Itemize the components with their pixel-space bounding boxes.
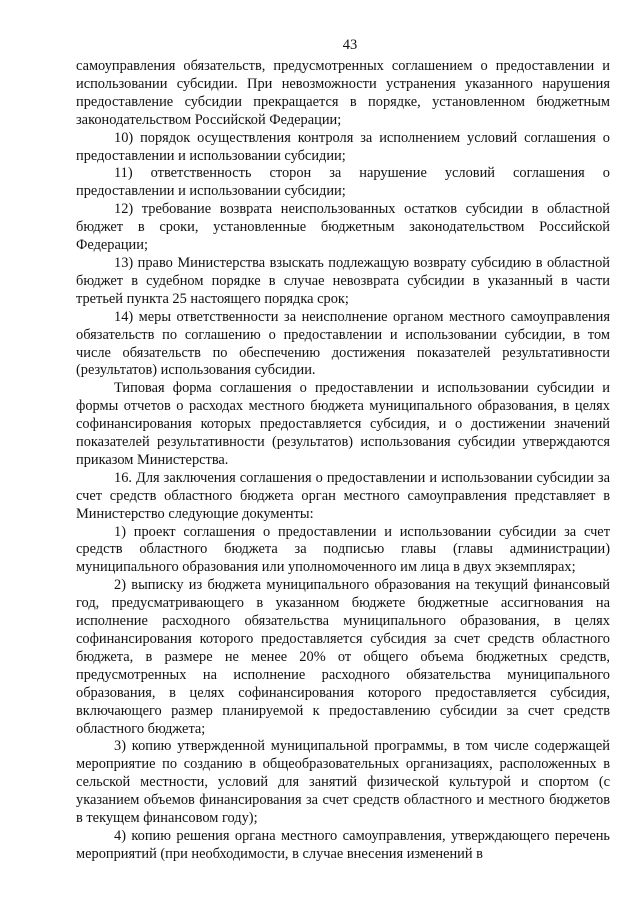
document-page [76,36,610,864]
list-item-11: 11) ответственность сторон за нарушение условий соглашения о предоставлении и использовании субсидии; [76,165,610,200]
page-number: 43 [342,37,358,53]
list-item-13: 13) право Министерства взыскать подлежащую возврату субсидию в областной бюджет в судебном порядке в случае невозврата субсидии в указанный в части третьей пункта 25 настоящего порядка срок; [76,254,610,307]
paragraph: Типовая форма соглашения о предоставлении и использовании субсидии и формы отчетов о расходах местного бюджета муниципального образования, в целях софинансирования которых предоставляется субсидия, и о достижении значений показателей результативности (результатов) использования субсидии утверждаются приказом Министерства. [76,380,610,468]
document-item-4: 4) копию решения органа местного самоуправления, утверждающего перечень мероприятий (при необходимости, в случае внесения изменений в [76,827,610,862]
list-item-12: 12) требование возврата неиспользованных остатков субсидии в областной бюджет в сроки, установленные бюджетным законодательством Российской Федерации; [76,201,610,254]
list-item-14: 14) меры ответственности за неисполнение органом местного самоуправления обязательств по соглашению о предоставлении и использовании субсидии, в том числе обязательств по обеспечению достижения показателей результативности (результатов) использования субсидии. [76,308,610,379]
document-item-3: 3) копию утвержденной муниципальной программы, в том числе содержащей мероприятие по созданию в общеобразовательных организациях, расположенных в сельской местности, условий для занятий физической культурой и спортом (с указанием объемов финансирования за счет средств областного и местного бюджетов в текущем финансовом году); [76,738,610,827]
document-body [76,58,610,864]
list-item-10: 10) порядок осуществления контроля за исполнением условий соглашения о предоставлении и использовании субсидии; [76,129,610,164]
paragraph: самоуправления обязательств, предусмотренных соглашением о предоставлении и использовании субсидии. При невозможности устранения указанного нарушения предоставление субсидии прекращается в порядке, установленном бюджетным законодательством Российской Федерации; [76,58,610,128]
document-item-2: 2) выписку из бюджета муниципального образования на текущий финансовый год, предусматривающего в указанном бюджете бюджетные ассигнования на исполнение расходного обязательства муниципального образования, в целях софинансирования которого предоставляется субсидия за счет средств областного бюджета, в размере не менее 20% от общего объема бюджетных средств, предусмотренных на исполнение расходного обязательства муниципального образования, в целях софинансирования которого предоставляется субсидия, включающего размер планируемой к предоставлению субсидии за счет средств областного бюджета; [76,577,610,737]
document-item-1: 1) проект соглашения о предоставлении и использовании субсидии за счет средств областного бюджета за подписью главы (главы администрации) муниципального образования или уполномоченного им лица в двух экземплярах; [76,523,610,576]
section-16: 16. Для заключения соглашения о предоставлении и использовании субсидии за счет средств областного бюджета орган местного самоуправления представляет в Министерство следующие документы: [76,469,610,522]
